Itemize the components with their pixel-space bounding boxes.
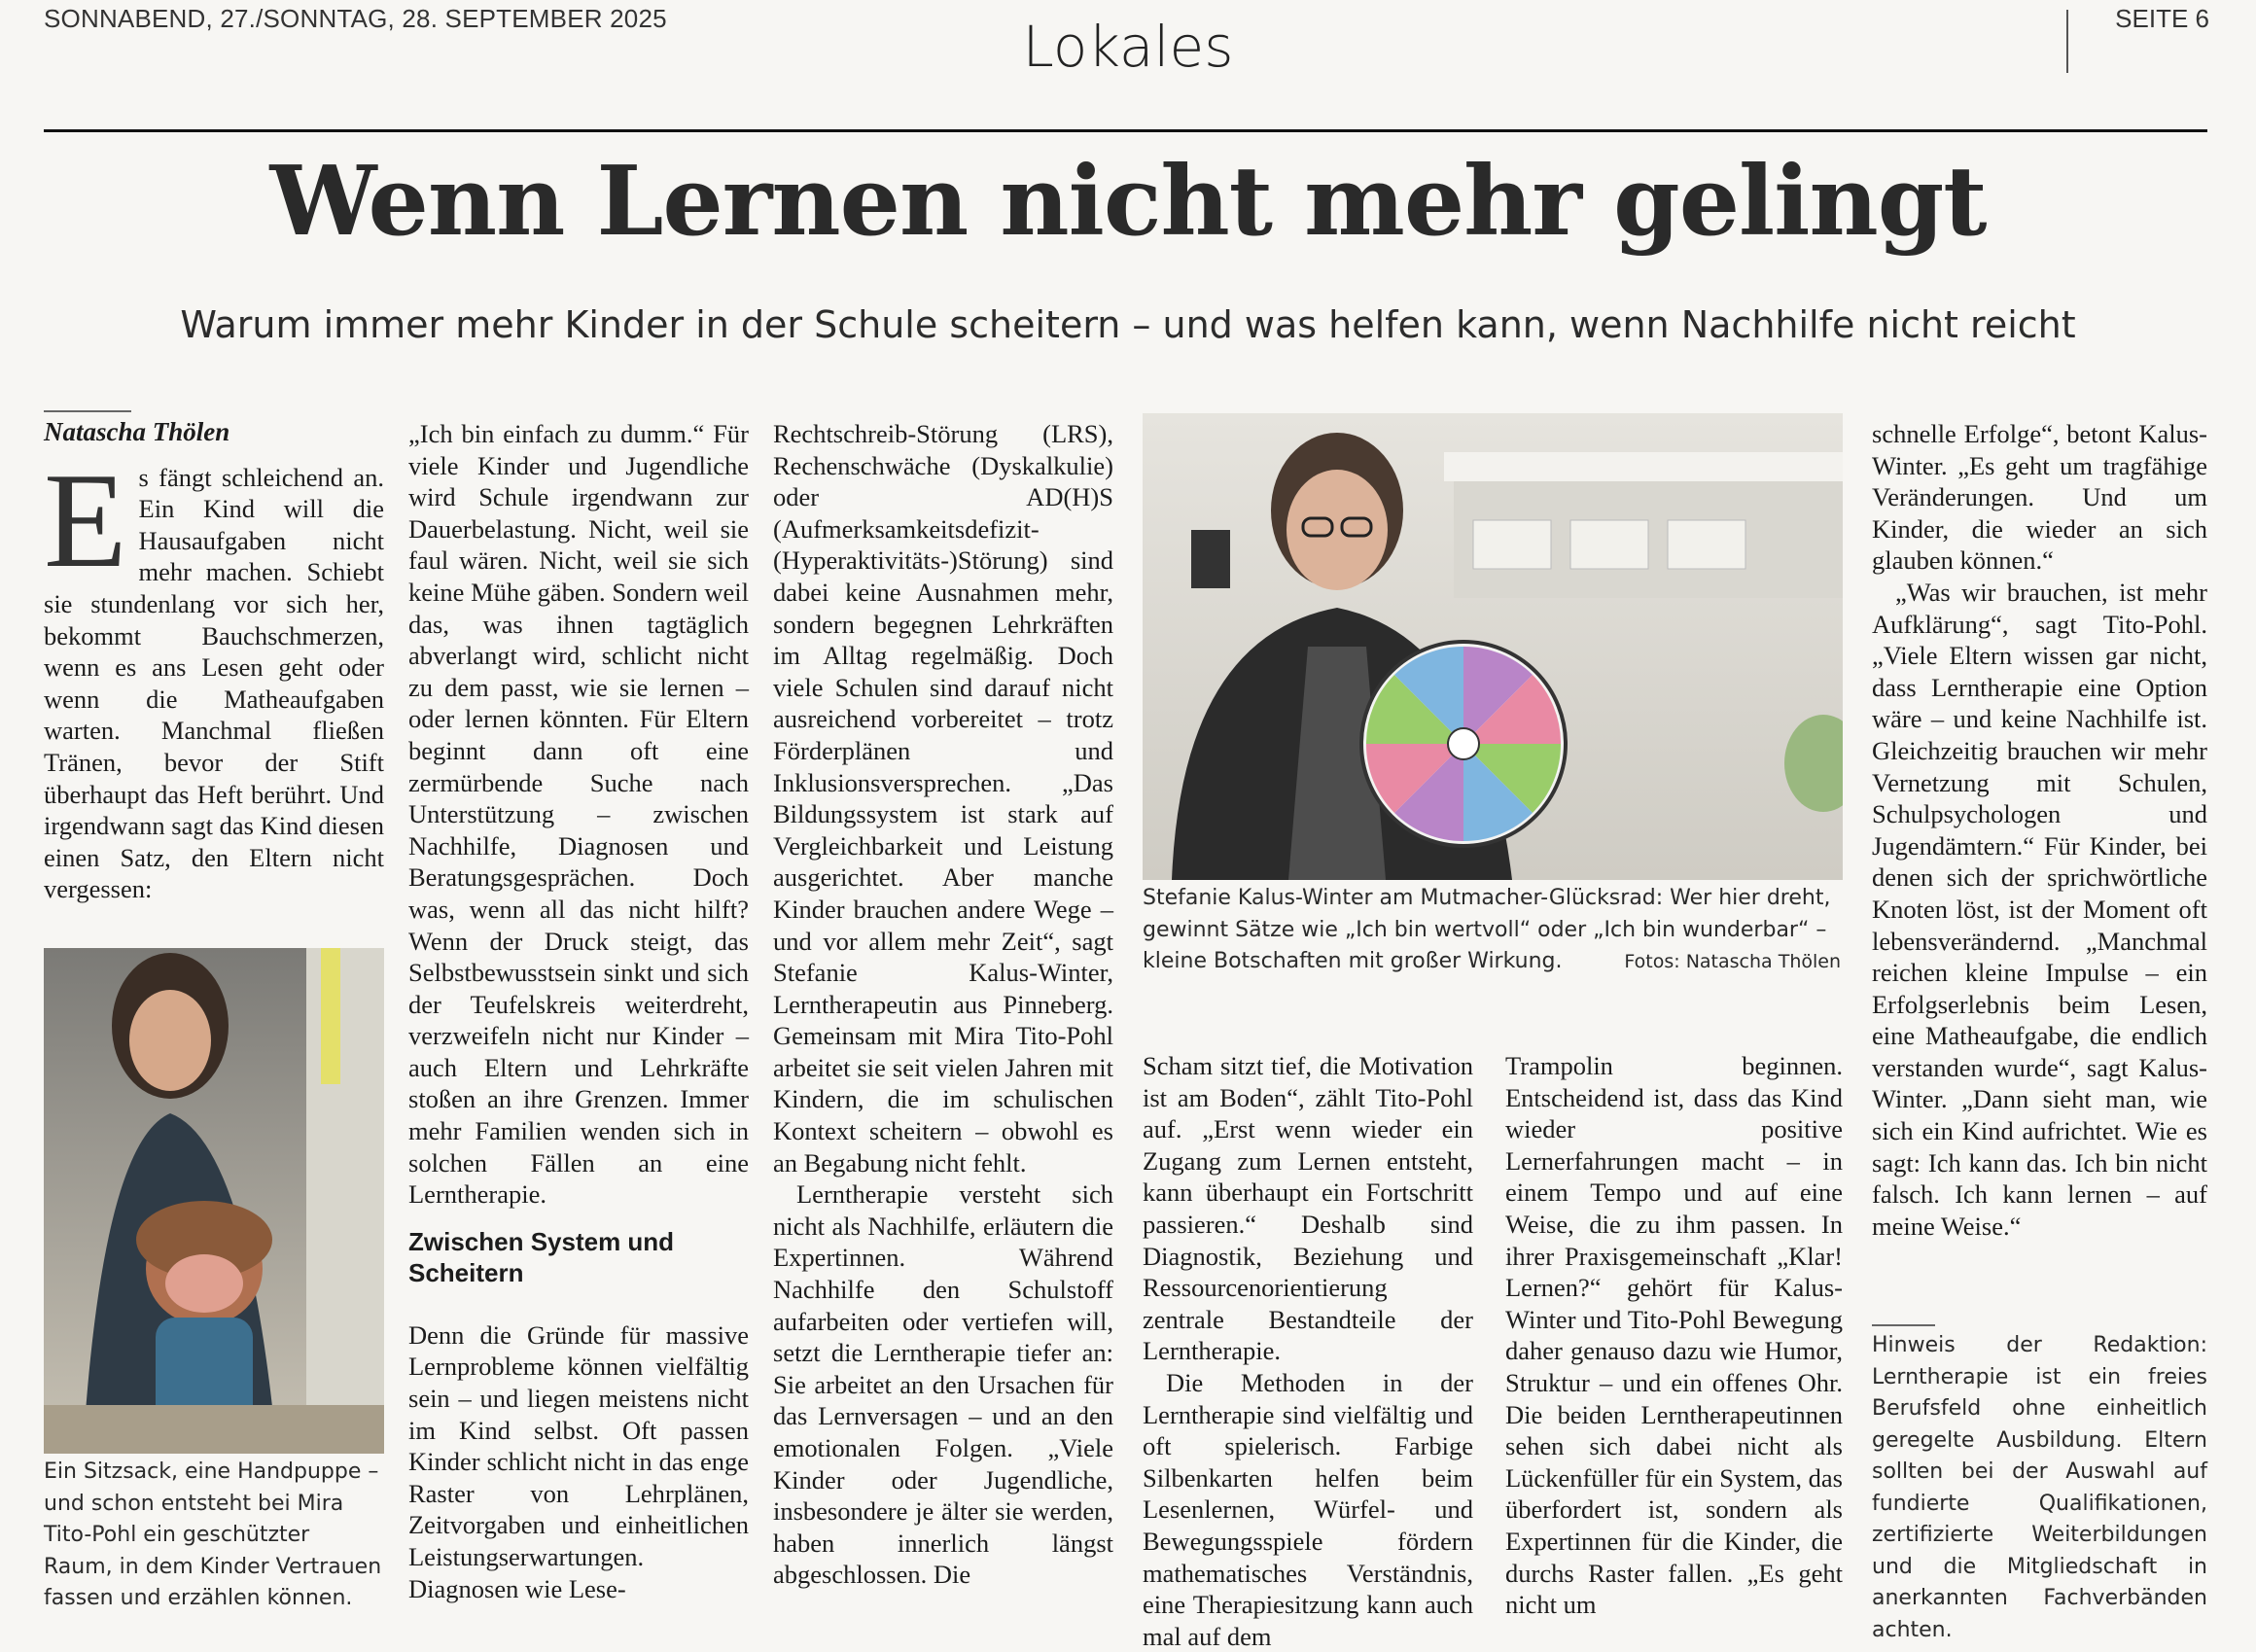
paragraph: Denn die Gründe für massive Lernprobleme können vielfältig sein – und liegen meistens nicht im Kind selbst. Oft passen Kinder schlicht nicht in das enge Raster von Lehrplänen, Zeitvorgaben und einheitlichen Leistungserwartungen. Diagnosen wie Lese- bbox=[408, 1319, 749, 1603]
main-photo-caption bbox=[1143, 883, 1841, 978]
author-byline: Natascha Thölen bbox=[44, 417, 230, 446]
column-1 bbox=[44, 416, 384, 905]
photo-credit: Fotos: Natascha Thölen bbox=[1624, 951, 1841, 972]
paragraph: Rechtschreib-Störung (LRS), Rechenschwäche (Dyskalkulie) oder AD(H)S (Aufmerksamkeitsdefizit-(Hyperaktivitäts-)Störung) sind dabei keine Ausnahmen mehr, sondern begegnen Lehrkräften im Alltag regelmäßig. Doch viele Schulen sind darauf nicht ausreichend vorbereitet – trotz Förderplänen und Inklusionsversprechen. „Das Bildungssystem ist stark auf Vergleichbarkeit und Leistung ausgerichtet. Aber manche Kinder brauchen andere Wege – und vor allem mehr Zeit“, sagt Stefanie Kalus-Winter, Lerntherapeutin aus Pinneberg. Gemeinsam mit Mira Tito-Pohl arbeitet sie seit vielen Jahren mit Kindern, die im schulischen Kontext scheitern – obwohl es an Begabung nicht fehlt. bbox=[773, 419, 1113, 1177]
paragraph: schnelle Erfolge“, betont Kalus-Winter. „Es geht um tragfähige Veränderungen. Und um Kinder, die wieder an sich glauben können.“ bbox=[1872, 419, 2207, 576]
paragraph: Trampolin beginnen. Entscheidend ist, dass das Kind wieder positive Lernerfahrungen macht – in einem Tempo und auf eine Weise, die zu ihm passen. In ihrer Praxisgemeinschaft „Klar! Lernen?“ gehört für Kalus-Winter und Tito-Pohl Bewegung daher genauso dazu wie Humor, Struktur – und ein offenes Ohr. Die beiden Lerntherapeutinnen sehen sich dabei nicht als Lückenfüller für ein System, das überfordert ist, sondern als Expertinnen für die Kinder, die durchs Raster fallen. „Es geht nicht um bbox=[1505, 1051, 1843, 1620]
column-3 bbox=[773, 418, 1113, 1591]
paragraph: „Was wir brauchen, ist mehr Aufklärung“, sagt Tito-Pohl. „Viele Eltern wissen gar nicht, dass Lerntherapie eine Option wäre – und keine Nachhilfe ist. Gleichzeitig brauchen wir mehr Vernetzung mit Schulen, Schulpsychologen und Jugendämtern.“ Für Kinder, bei denen sich der sprichwörtliche Knoten löst, ist der Moment oft lebensverändernd. „Manchmal reichen kleine Impulse – ein Erfolgserlebnis beim Lesen, eine Matheaufgabe, die endlich verstanden wurde“, sagt Kalus-Winter. „Dann sieht man, wie sich ein Kind aufrichtet. Wie es sagt: Ich kann das. Ich bin nicht falsch. Ich kann lernen – auf meine Weise.“ bbox=[1872, 577, 2207, 1241]
photo-illustration bbox=[1143, 413, 1843, 880]
photo-illustration bbox=[44, 948, 384, 1454]
issue-date: SONNABEND, 27./SONNTAG, 28. SEPTEMBER 2025 bbox=[44, 4, 667, 33]
subheadline: Warum immer mehr Kinder in der Schule scheitern – und was helfen kann, wenn Nachhilfe nicht reicht bbox=[180, 303, 2076, 346]
page-number: SEITE 6 bbox=[2115, 4, 2209, 33]
intro-text: s fängt schleichend an. Ein Kind will die Hausaufgaben nicht mehr machen. Schiebt sie stundenlang vor sich her, bekommt Bauchschmerzen, wenn es ans Lesen geht oder wenn die Matheaufgaben warten. Manchmal fließen Tränen, bevor der Stift überhaupt das Heft berührt. Und irgendwann sagt das Kind diesen einen Satz, den Eltern nicht vergessen: bbox=[44, 462, 384, 904]
header-rule bbox=[44, 129, 2207, 132]
paragraph: Die Methoden in der Lerntherapie sind vielfältig und oft spielerisch. Farbige Silbenkarten helfen beim Lesenlernen, Würfel- und Bewegungsspiele fördern mathematisches Verständnis, eine Therapiesitzung kann auch mal auf dem bbox=[1143, 1367, 1473, 1651]
paragraph: Lerntherapie versteht sich nicht als Nachhilfe, erläutern die Expertinnen. Während Nachhilfe den Schulstoff aufarbeiten oder vertiefen will, setzt die Lerntherapie tiefer an: Sie arbeitet an den Ursachen für das Lernversagen – und an den emotionalen Folgen. „Viele Kinder oder Jugendliche, insbesondere je älter sie werden, haben innerlich längst abgeschlossen. Die bbox=[773, 1179, 1113, 1590]
editor-note: Hinweis der Redaktion: Lerntherapie ist ein freies Berufsfeld ohne einheitlich geregelte Ausbildung. Eltern sollten bei der Auswahl auf fundierte Qualifikationen, zertifizierte Weiterbildungen und die Mitgliedschaft in anerkannten Fachverbänden achten. bbox=[1872, 1333, 2207, 1642]
paragraph: „Ich bin einfach zu dumm.“ Für viele Kinder und Jugendliche wird Schule irgendwann zur Dauerbelastung. Nicht, weil sie faul wären. Nicht, weil sie sich keine Mühe gäben. Sondern weil das, was ihnen tagtäglich abverlangt wird, schlicht nicht zu dem passt, wie sie lernen – oder lernen könnten. Für Eltern beginnt dann oft eine zermürbende Suche nach Unterstützung – zwischen Nachhilfe, Diagnosen und Beratungsgesprächen. Doch was, wenn all das nicht hilft? Wenn der Druck steigt, das Selbstbewusstsein sinkt und sich der Teufelskreis weiterdreht, verzweifeln nicht nur Kinder – auch Eltern und Lehrkräfte stoßen an ihre Grenzen. Immer mehr Familien wenden sich in solchen Fällen an eine Lerntherapie. bbox=[408, 419, 749, 1210]
column-2 bbox=[408, 418, 749, 1604]
paragraph: Scham sitzt tief, die Motivation ist am Boden“, zählt Tito-Pohl auf. „Erst wenn wieder ein Zugang zum Lernen entsteht, kann überhaupt ein Fortschritt passieren.“ Deshalb sind Diagnostik, Beziehung und Ressourcenorientierung zentrale Bestandteile der Lerntherapie. bbox=[1143, 1051, 1473, 1366]
photo-tito-pohl bbox=[44, 948, 384, 1454]
photo-kalus-winter bbox=[1143, 413, 1843, 880]
column-6 bbox=[1872, 418, 2207, 1242]
section-title: Lokales bbox=[1022, 14, 1234, 80]
column-5 bbox=[1505, 1050, 1843, 1621]
subheading: Zwischen System und Scheitern bbox=[408, 1226, 675, 1287]
drop-cap: E bbox=[44, 444, 127, 596]
header-divider bbox=[2066, 10, 2068, 73]
column-4 bbox=[1143, 1050, 1473, 1652]
small-photo-caption: Ein Sitzsack, eine Handpuppe – und schon entsteht bei Mira Tito-Pohl ein geschützter Raum, in dem Kinder Vertrauen fassen und erzählen können. bbox=[44, 1459, 382, 1610]
byline-rule bbox=[44, 410, 131, 412]
caption-text: Stefanie Kalus-Winter am Mutmacher-Glücksrad: Wer hier dreht, gewinnt Sätze wie „Ich bin wertvoll“ oder „Ich bin wunderbar“ – kleine Botschaften mit großer Wirkung. bbox=[1143, 886, 1831, 973]
note-rule bbox=[1872, 1324, 1935, 1326]
intro-paragraph bbox=[44, 444, 384, 905]
headline: Wenn Lernen nicht mehr gelingt bbox=[269, 146, 1987, 258]
